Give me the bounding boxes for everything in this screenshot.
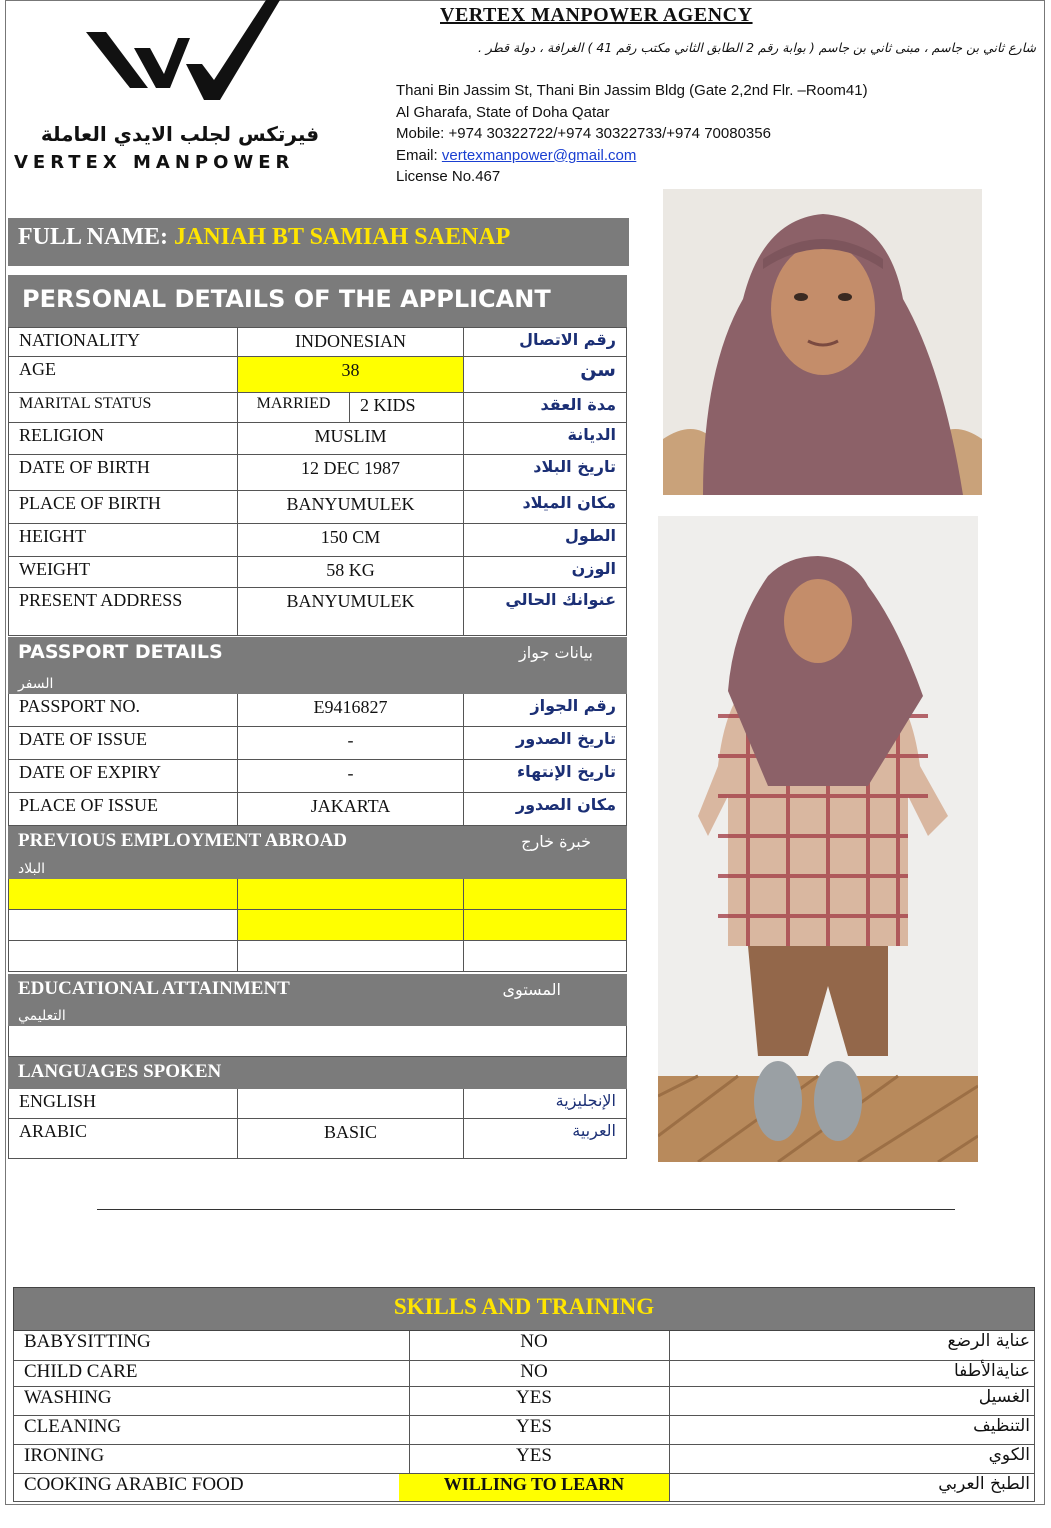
address-line-2: Al Gharafa, State of Doha Qatar — [396, 103, 610, 121]
child-care-label: CHILD CARE — [14, 1361, 410, 1386]
present-address-label: PRESENT ADDRESS — [9, 588, 238, 635]
full-name-label: FULL NAME: — [18, 224, 168, 250]
full-name-value: JANIAH BT SAMIAH SAENAP — [174, 224, 511, 250]
kids-value: 2 KIDS — [350, 393, 464, 422]
row-english — [8, 1089, 627, 1119]
employment-row-3 — [8, 941, 627, 972]
row-nationality — [8, 327, 627, 357]
vertex-logo — [80, 0, 280, 110]
passport-heading-en: PASSPORT DETAILS — [18, 641, 223, 663]
nationality-value: INDONESIAN — [238, 328, 464, 356]
marital-status-value: MARRIED — [238, 393, 350, 422]
agency-name: VERTEX MANPOWER AGENCY — [440, 4, 753, 26]
religion-label: RELIGION — [9, 423, 238, 454]
weight-value: 58 KG — [238, 557, 464, 587]
passport-no-arabic: رقم الجواز — [530, 696, 616, 715]
email-link[interactable]: vertexmanpower@gmail.com — [441, 146, 637, 164]
employment-heading-en: PREVIOUS EMPLOYMENT ABROAD — [18, 830, 348, 851]
passport-no-value: E9416827 — [238, 694, 464, 726]
place-of-birth-label: PLACE OF BIRTH — [9, 491, 238, 523]
applicant-full-body-photo — [658, 516, 978, 1162]
license-number: License No.467 — [396, 168, 501, 185]
applicant-portrait-photo — [663, 189, 982, 495]
cleaning-arabic: التنظيف — [973, 1416, 1030, 1436]
employment-cell — [464, 941, 626, 971]
previous-employment-heading — [8, 826, 627, 879]
place-of-birth-arabic: مكان الميلاد — [522, 493, 616, 512]
babysitting-label: BABYSITTING — [14, 1331, 410, 1360]
present-address-arabic: عنوانك الحالي — [505, 590, 616, 609]
babysitting-value: NO — [399, 1331, 670, 1360]
employment-cell — [9, 879, 238, 909]
child-care-value: NO — [399, 1361, 670, 1386]
education-heading-ar2: التعليمي — [18, 1008, 66, 1024]
place-of-issue-label: PLACE OF ISSUE — [9, 793, 238, 825]
mobile-numbers: Mobile: +974 30322722/+974 30322733/+974 70080356 — [396, 125, 771, 142]
address-line-1: Thani Bin Jassim St, Thani Bin Jassim Bldg (Gate 2,2nd Flr. –Room41) — [396, 82, 868, 99]
employment-cell — [238, 941, 464, 971]
row-date-of-birth — [8, 455, 627, 491]
weight-arabic: الوزن — [571, 559, 616, 578]
row-ironing — [13, 1445, 1035, 1474]
height-value: 150 CM — [238, 524, 464, 556]
ironing-arabic: الكوي — [988, 1445, 1030, 1465]
date-of-expiry-arabic: تاريخ الإنتهاء — [516, 762, 616, 781]
full-name-bar — [8, 218, 629, 266]
arabic-value: BASIC — [238, 1119, 464, 1158]
row-passport-no — [8, 694, 627, 727]
row-age — [8, 357, 627, 393]
age-label: AGE — [9, 357, 238, 392]
english-label: ENGLISH — [9, 1089, 238, 1118]
place-of-issue-value: JAKARTA — [238, 793, 464, 825]
cooking-arabic: الطبخ العربي — [938, 1474, 1030, 1494]
babysitting-arabic: عناية الرضع — [947, 1331, 1030, 1351]
passport-heading-ar2: السفر — [18, 676, 54, 692]
employment-row-1 — [8, 879, 627, 910]
child-care-arabic: عنايةالأطفا — [953, 1361, 1030, 1381]
passport-no-label: PASSPORT NO. — [9, 694, 238, 726]
row-arabic — [8, 1119, 627, 1159]
date-of-expiry-label: DATE OF EXPIRY — [9, 760, 238, 792]
row-date-of-issue — [8, 727, 627, 760]
employment-row-2 — [8, 910, 627, 941]
row-cooking-arabic-food — [13, 1474, 1035, 1502]
weight-label: WEIGHT — [9, 557, 238, 587]
education-heading-ar: المستوى — [502, 980, 561, 999]
employment-cell — [464, 879, 626, 909]
row-place-of-issue — [8, 793, 627, 826]
education-heading — [8, 974, 627, 1026]
education-row — [8, 1026, 627, 1057]
logo-arabic-text: فيرتكس لجلب الايدي العاملة — [40, 122, 320, 146]
marital-status-arabic: مدة العقد — [540, 395, 616, 414]
email-label: Email: — [396, 146, 438, 164]
cleaning-value: YES — [399, 1416, 670, 1444]
english-value — [238, 1089, 464, 1118]
passport-heading-ar: بيانات جواز — [519, 643, 593, 662]
skills-heading: SKILLS AND TRAINING — [13, 1287, 1035, 1331]
place-of-issue-arabic: مكان الصدور — [515, 795, 616, 814]
dob-arabic: تاريخ البلاد — [533, 457, 616, 476]
date-of-issue-arabic: تاريخ الصدور — [516, 729, 616, 748]
place-of-birth-value: BANYUMULEK — [238, 491, 464, 523]
languages-heading — [8, 1057, 627, 1089]
dob-value: 12 DEC 1987 — [238, 455, 464, 490]
present-address-value: BANYUMULEK — [238, 588, 464, 635]
employment-heading-ar: خبرة خارج — [521, 832, 591, 851]
washing-arabic: الغسيل — [978, 1387, 1030, 1407]
religion-value: MUSLIM — [238, 423, 464, 454]
row-child-care — [13, 1361, 1035, 1387]
divider-line — [97, 1209, 955, 1210]
email-line — [396, 145, 868, 167]
employment-cell — [238, 910, 464, 940]
arabic-arabic: العربية — [572, 1121, 616, 1140]
height-arabic: الطول — [565, 526, 616, 545]
passport-details-heading — [8, 637, 627, 694]
date-of-expiry-value: - — [238, 760, 464, 792]
personal-details-heading: PERSONAL DETAILS OF THE APPLICANT — [8, 275, 627, 327]
height-label: HEIGHT — [9, 524, 238, 556]
marital-status-label: MARITAL STATUS — [9, 393, 238, 422]
row-babysitting — [13, 1331, 1035, 1361]
age-arabic: سن — [580, 359, 616, 381]
washing-value: YES — [399, 1387, 670, 1415]
languages-heading-en: LANGUAGES SPOKEN — [18, 1061, 222, 1082]
row-weight — [8, 557, 627, 588]
cooking-value: WILLING TO LEARN — [399, 1474, 670, 1501]
age-value: 38 — [238, 357, 464, 392]
row-present-address — [8, 588, 627, 636]
dob-label: DATE OF BIRTH — [9, 455, 238, 490]
row-height — [8, 524, 627, 557]
date-of-issue-label: DATE OF ISSUE — [9, 727, 238, 759]
washing-label: WASHING — [14, 1387, 410, 1415]
cleaning-label: CLEANING — [14, 1416, 410, 1444]
date-of-issue-value: - — [238, 727, 464, 759]
employment-cell — [464, 910, 626, 940]
logo-english-text: VERTEX MANPOWER — [14, 152, 295, 173]
row-cleaning — [13, 1416, 1035, 1445]
row-marital-status — [8, 393, 627, 423]
ironing-value: YES — [399, 1445, 670, 1473]
religion-arabic: الديانة — [567, 425, 616, 444]
cooking-label: COOKING ARABIC FOOD — [14, 1474, 410, 1501]
row-washing — [13, 1387, 1035, 1416]
row-religion — [8, 423, 627, 455]
arabic-label: ARABIC — [9, 1119, 238, 1158]
row-place-of-birth — [8, 491, 627, 524]
employment-heading-ar2: البلاد — [18, 861, 45, 877]
address-arabic: شارع ثاني بن جاسم ، مبنى ثاني بن جاسم ( بوابة رقم 2 الطابق الثاني مكتب رقم 41 ) الغرافة ، دولة قطر . — [477, 40, 1036, 55]
row-date-of-expiry — [8, 760, 627, 793]
contact-block — [396, 80, 868, 188]
employment-cell — [9, 910, 238, 940]
ironing-label: IRONING — [14, 1445, 410, 1473]
employment-cell — [238, 879, 464, 909]
nationality-arabic: رقم الاتصال — [519, 330, 616, 349]
english-arabic: الإنجليزية — [555, 1091, 616, 1110]
employment-cell — [9, 941, 238, 971]
education-heading-en: EDUCATIONAL ATTAINMENT — [18, 978, 290, 999]
nationality-label: NATIONALITY — [9, 328, 238, 356]
